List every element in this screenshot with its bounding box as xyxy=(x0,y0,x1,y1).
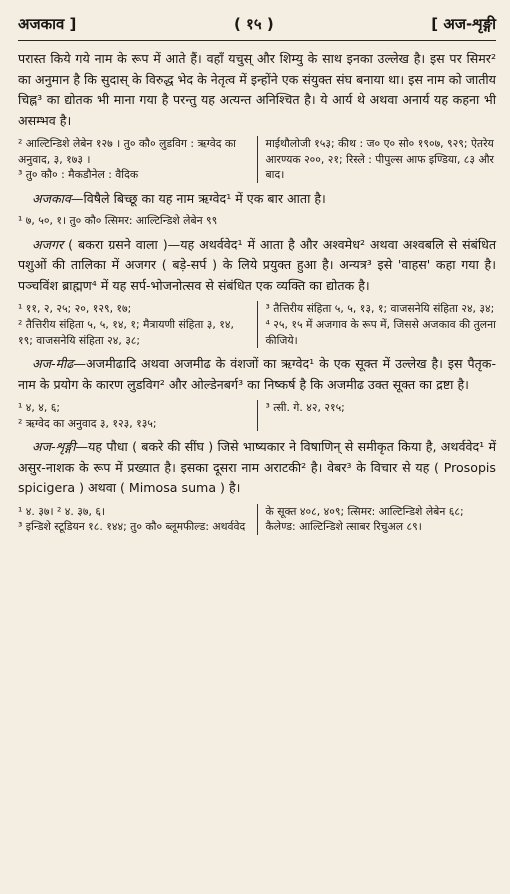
footnote-col-left: ¹ ४. ३७। ² ४. ३७, ६। ³ इन्डिशे स्टूडियन १८. १४४; तु० कौ० ब्लूमफील्ड: अथर्ववेद xyxy=(18,504,246,534)
entry-head: अज-मीढ xyxy=(32,356,74,372)
entry-ajamidha xyxy=(18,354,496,395)
page-number: ( १५ ) xyxy=(233,15,274,33)
entry-text: —अजमीढादि अथवा अजमीढ के वंशजों का ऋग्वेद¹ के एक सूक्त में उल्लेख है। इस पैतृक-नाम के प्रयोग के कारण लुडविग² और ओल्डेनबर्ग³ का निष्कर्ष है कि अजमीढ उक्त सूक्त का द्रष्टा है। xyxy=(18,356,496,392)
entry-head: अजकाव xyxy=(32,190,71,206)
entry-head: अज-शृङ्गी xyxy=(32,439,76,455)
footnotes-5 xyxy=(18,504,496,535)
entry-text: ( बकरा ग्रसने वाला )—यह अथर्ववेद¹ में आता है और अश्वमेध² अथवा अश्वबलि से संबंधित पशुओं की तालिका में अजगर ( बड़े-सर्प ) के लिये प्रयुक्त हुआ है। अन्यत्र³ इसे 'वाहस' कहा गया है। पञ्चविंश ब्राह्मण⁴ में यह सर्प-भोजनोत्सव से संबंधित एक व्यक्ति का द्योतक है। xyxy=(18,236,496,293)
footnote-col-left: ¹ ४, ४, ६; ² ऋग्वेद का अनुवाद ३, १२३, १३५; xyxy=(18,401,157,430)
footnote-2: ¹ ७, ५०, १। तु० कौ० त्सिमर: आल्टिन्डिशे लेबेन ९९ xyxy=(18,214,218,228)
intro-paragraph: परास्त किये गये नाम के रूप में आते हैं। वहाँ यचुस् और शिम्यु के साथ इनका उल्लेख है। इस पर सिमर² का अनुमान है कि सुदास् के विरुद्ध भेद के नेतृत्व में इन्होंने एक संयुक्त संघ बनाया था। इस नाम को जातीय चिह्न³ का द्योतक भी माना गया है परन्तु यह अत्यन्त अनिश्चित है। ये आर्य थे अथवा अनार्य यह कहना भी असम्भव है। xyxy=(18,51,496,128)
entry-text: —यह पौधा ( बकरे की सींघ ) जिसे भाष्यकार ने विषाणिन् से समीकृत किया है, अथर्ववेद¹ में असुर-नाशक के रूप में प्रख्यात है। इसका दूसरा नाम अराटकी² है। वेबर³ के विचार से यह ( Prosopis spicigera ) अथवा ( Mimosa suma ) है। xyxy=(18,439,496,496)
footnotes-1 xyxy=(18,136,496,183)
entry-head: अजगर xyxy=(32,236,64,252)
footnote-col-left: ² आल्टिन्डिशे लेबेन १२७ । तु० कौ० लुडविग : ऋग्वेद का अनुवाद, ३, १७३ । ³ तु० कौ० : मैकडौनेल : वैदिक xyxy=(18,137,236,182)
footnote-col-left: ¹ ११, २, २५; २०, १२९, १७; ² तैत्तिरीय संहिता ५, ५, १४, १; मैत्रायणी संहिता ३, १४, १९; वाजसनेयि संहिता २४, ३८; xyxy=(18,302,234,347)
entry-text: —विषैले बिच्छू का यह नाम ऋग्वेद¹ में एक बार आता है। xyxy=(70,190,326,206)
entry-ajashringi xyxy=(18,437,496,499)
header-left: अजकाव ] xyxy=(18,15,77,33)
page xyxy=(18,14,496,541)
footnotes-3 xyxy=(18,301,496,348)
footnote-col-right: ³ त्सी. गे. ४२, २१५; xyxy=(257,400,497,431)
footnotes-4 xyxy=(18,400,496,431)
header-right: [ अज-शृङ्गी xyxy=(431,15,496,33)
entry-ajakava xyxy=(18,189,496,210)
page-header xyxy=(18,14,496,36)
header-rule xyxy=(18,40,496,41)
entry-ajagara xyxy=(18,235,496,297)
footnote-col-right: माईथौलोजी १५३; कीथ : ज० ए० सो० १९०७, ९२९; ऐतरेय आरण्यक २००, २१; रिस्ले : पीपुल्स आफ इण्डिया, ८३ और बाद। xyxy=(257,136,497,183)
footnote-col-right: ³ तैत्तिरीय संहिता ५, ५, १३, १; वाजसनेयि संहिता २४, ३४; ⁴ २५, १५ में अजगाव के रूप में, जिससे अजकाव की तुलना कीजिये। xyxy=(257,301,497,348)
footnote-col-right: के सूक्त ४०८, ४०९; त्सिमर: आल्टिन्डिशे लेबेन ६८; कैलेण्ड: आल्टिन्डिशे त्साबर रिचुअल ८९। xyxy=(257,504,497,535)
